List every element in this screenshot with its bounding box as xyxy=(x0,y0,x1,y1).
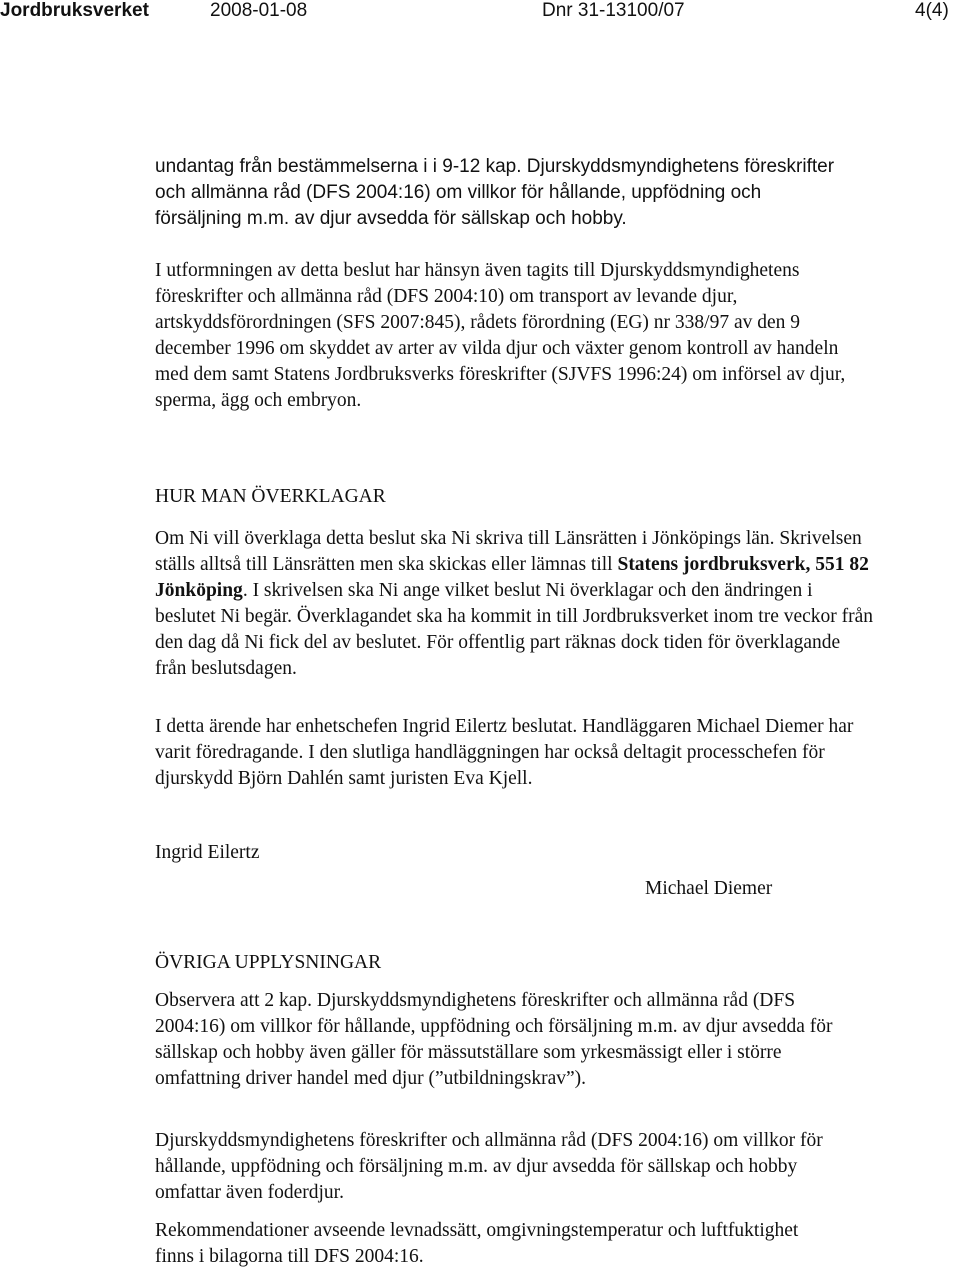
overklaga-text-1: Om Ni vill överklaga detta beslut ska Ni skriva till Länsrätten i Jönköpings län. Skrivelsen ställs alltså till Länsrätten men ska skickas eller lämnas till xyxy=(155,528,862,575)
paragraph-observera: Observera att 2 kap. Djurskyddsmyndighetens föreskrifter och allmänna råd (DFS 2004:16) om villkor för hållande, uppfödning och försäljning m.m. av djur avsedda för sällskap och hobby även gäller för mässutställare som yrkesmässigt eller i större omfattning driver handel med djur (”utbildningskrav”). xyxy=(155,990,833,1089)
paragraph-foderdjur: Djurskyddsmyndighetens föreskrifter och allmänna råd (DFS 2004:16) om villkor för hållande, uppfödning och försäljning m.m. av djur avsedda för sällskap och hobby omfattar även foderdjur. xyxy=(155,1130,823,1203)
header-page-number: 4(4) xyxy=(915,0,949,21)
overklaga-address: Statens jordbruksverk, 551 82 Jönköping xyxy=(155,554,869,601)
paragraph-utformning: I utformningen av detta beslut har hänsyn även tagits till Djurskyddsmyndighetens föreskrifter och allmänna råd (DFS 2004:10) om transport av levande djur, artskyddsförordningen (SFS 2007:845), rådets förordning (EG) nr 338/97 av den 9 december 1996 om skyddet av arter av vilda djur och växter genom kontroll av handeln med dem samt Statens Jordbruksverks föreskrifter (SJVFS 1996:24) om införsel av djur, sperma, ägg och embryon. xyxy=(155,260,846,411)
page-header xyxy=(0,0,960,30)
signature-ingrid-eilertz: Ingrid Eilertz xyxy=(155,842,260,863)
header-date: 2008-01-08 xyxy=(210,0,308,21)
overklaga-text-2: . I skrivelsen ska Ni ange vilket beslut Ni överklagar och den ändringen i beslutet Ni begär. Överklagandet ska ha kommit in till Jordbruksverket inom tre veckor från den dag då Ni fick del av beslutet. För offentlig part räknas dock tiden för överklagande från beslutsdagen. xyxy=(155,580,874,679)
header-organization: Jordbruksverket xyxy=(0,0,149,21)
heading-overklagar: HUR MAN ÖVERKLAGAR xyxy=(155,486,386,507)
header-diary-number: Dnr 31-13100/07 xyxy=(542,0,685,21)
heading-upplysningar: ÖVRIGA UPPLYSNINGAR xyxy=(155,952,382,973)
paragraph-beslut: I detta ärende har enhetschefen Ingrid Eilertz beslutat. Handläggaren Michael Diemer har varit föredragande. I den slutliga handläggningen har också deltagit processchefen för djurskydd Björn Dahlén samt juristen Eva Kjell. xyxy=(155,716,854,789)
paragraph-rekommendationer: Rekommendationer avseende levnadssätt, omgivningstemperatur och luftfuktighet finns i bilagorna till DFS 2004:16. xyxy=(155,1220,799,1267)
signature-michael-diemer: Michael Diemer xyxy=(645,878,773,899)
paragraph-intro: undantag från bestämmelserna i i 9-12 kap. Djurskyddsmyndighetens föreskrifter och allmänna råd (DFS 2004:16) om villkor för hållande, uppfödning och försäljning m.m. av djur avsedda för sällskap och hobby. xyxy=(155,156,835,229)
paragraph-overklaga xyxy=(155,526,875,682)
